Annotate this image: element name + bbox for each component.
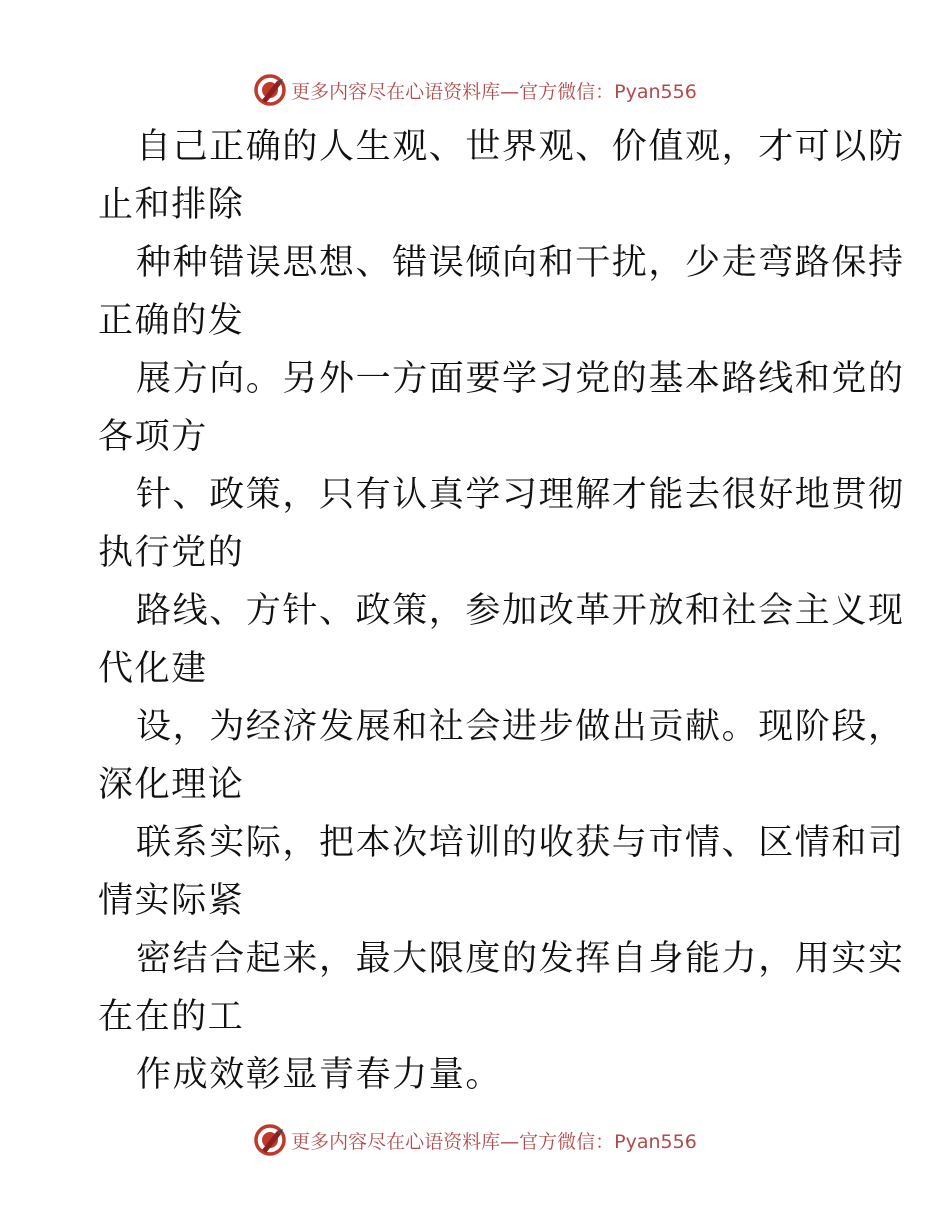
text-line: 各项方 xyxy=(98,417,208,457)
text-line: 联系实际，把本次培训的收获与市情、区情和司 xyxy=(136,823,905,863)
text-line: 止和排除 xyxy=(98,185,245,225)
text-line: 情实际紧 xyxy=(98,881,245,921)
text-line: 代化建 xyxy=(98,649,208,689)
text-line: 在在的工 xyxy=(98,997,245,1037)
text-line: 设，为经济发展和社会进步做出贡献。现阶段， xyxy=(136,707,905,747)
text-line: 针、政策，只有认真学习理解才能去很好地贯彻 xyxy=(136,475,905,515)
footer-banner xyxy=(0,1120,950,1160)
footer-text: 更多内容尽在心语资料库—官方微信：Pyan556 xyxy=(291,1130,697,1153)
text-line: 自己正确的人生观、世界观、价值观，才可以防 xyxy=(136,127,905,167)
document-body xyxy=(98,118,905,1104)
text-line: 路线、方针、政策，参加改革开放和社会主义现 xyxy=(136,591,905,631)
text-line: 执行党的 xyxy=(98,533,245,573)
logo-icon xyxy=(253,73,287,107)
text-line: 密结合起来，最大限度的发挥自身能力，用实实 xyxy=(136,939,905,979)
text-line: 深化理论 xyxy=(98,765,245,805)
header-banner xyxy=(0,70,950,110)
logo-icon xyxy=(253,1123,287,1157)
text-line: 展方向。另外一方面要学习党的基本路线和党的 xyxy=(136,359,905,399)
text-line: 正确的发 xyxy=(98,301,245,341)
text-line: 作成效彰显青春力量。 xyxy=(136,1055,503,1095)
header-text: 更多内容尽在心语资料库—官方微信：Pyan556 xyxy=(291,80,697,103)
text-line: 种种错误思想、错误倾向和干扰，少走弯路保持 xyxy=(136,243,905,283)
